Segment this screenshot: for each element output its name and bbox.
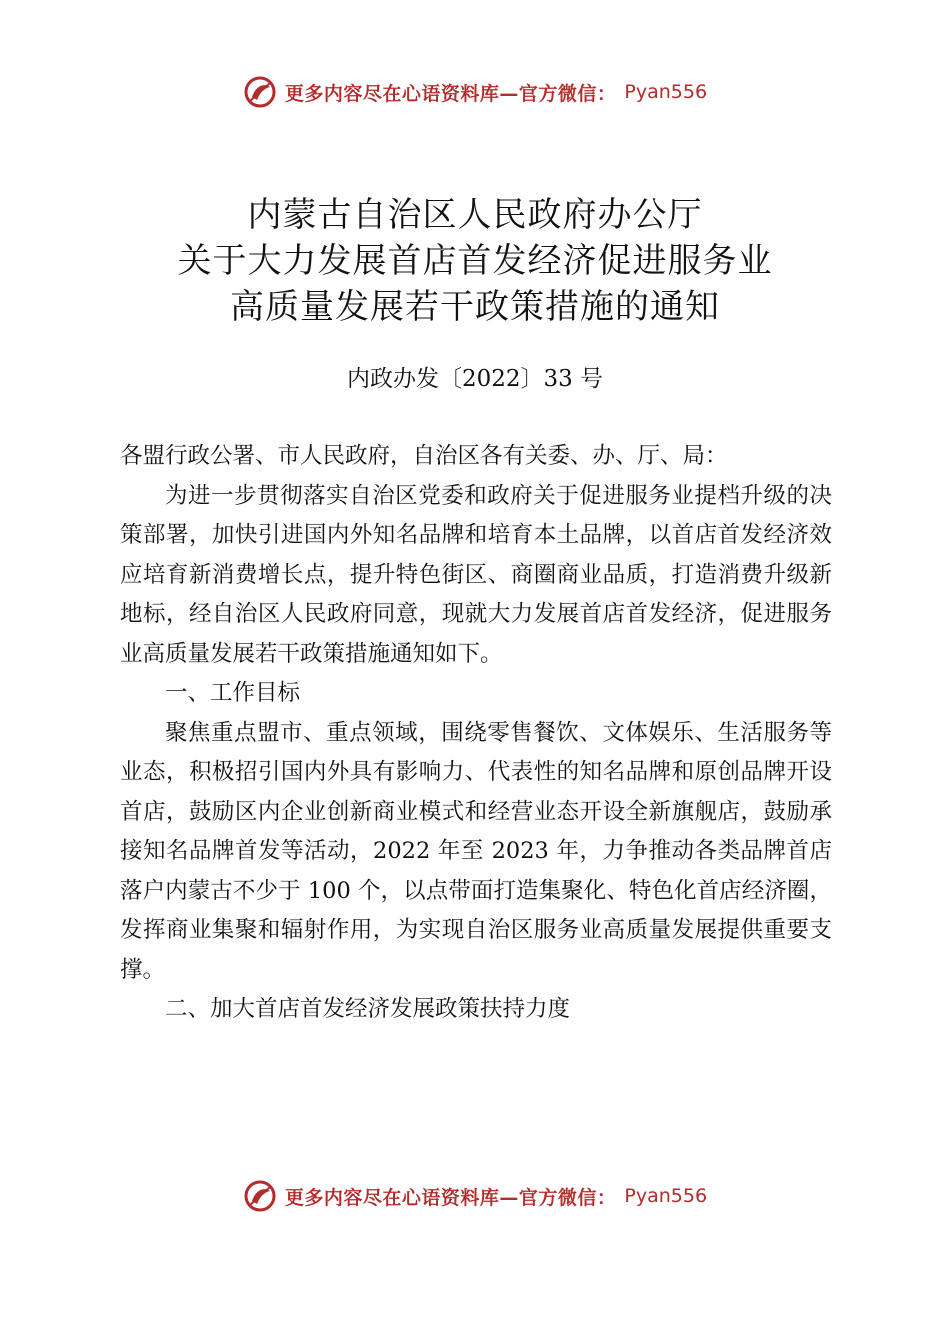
intro-paragraph: 为进一步贯彻落实自治区党委和政府关于促进服务业提档升级的决策部署，加快引进国内外知名品牌和培育本土品牌，以首店首发经济效应培育新消费增长点，提升特色街区、商圈商业品质，打造消费升级新地标，经自治区人民政府同意，现就大力发展首店首发经济，促进服务业高质量发展若干政策措施通知如下。 — [120, 482, 832, 667]
section-2-heading: 二、加大首店首发经济发展政策扶持力度 — [165, 996, 571, 1022]
document-body — [120, 437, 832, 1030]
watermark-logo-icon — [243, 75, 277, 109]
document-number: 内政办发〔2022〕33 号 — [346, 366, 604, 392]
watermark-footer — [0, 1176, 950, 1216]
title-line-2: 关于大力发展首店首发经济促进服务业 — [177, 241, 773, 281]
watermark-handle: Pyan556 — [624, 1185, 708, 1207]
watermark-logo-icon — [243, 1179, 277, 1213]
watermark-header — [0, 72, 950, 112]
title-line-1: 内蒙古自治区人民政府办公厅 — [247, 195, 703, 235]
watermark-handle: Pyan556 — [624, 81, 708, 103]
watermark-text: 更多内容尽在心语资料库—官方微信： — [284, 1186, 617, 1209]
document-title — [0, 192, 950, 330]
salutation: 各盟行政公署、市人民政府，自治区各有关委、办、厅、局： — [120, 443, 728, 469]
section-1-paragraph: 聚焦重点盟市、重点领域，围绕零售餐饮、文体娱乐、生活服务等业态，积极招引国内外具有影响力、代表性的知名品牌和原创品牌开设首店，鼓励区内企业创新商业模式和经营业态开设全新旗舰店，鼓励承接知名品牌首发等活动，2022 年至 2023 年，力争推动各类品牌首店落户内蒙古不少于 100 个，以点带面打造集聚化、特色化首店经济圈，发挥商业集聚和辐射作用，为实现自治区服务业高质量发展提供重要支撑。 — [120, 719, 832, 983]
title-line-3: 高质量发展若干政策措施的通知 — [230, 287, 720, 327]
section-1-heading: 一、工作目标 — [165, 680, 301, 706]
watermark-text: 更多内容尽在心语资料库—官方微信： — [284, 82, 617, 105]
